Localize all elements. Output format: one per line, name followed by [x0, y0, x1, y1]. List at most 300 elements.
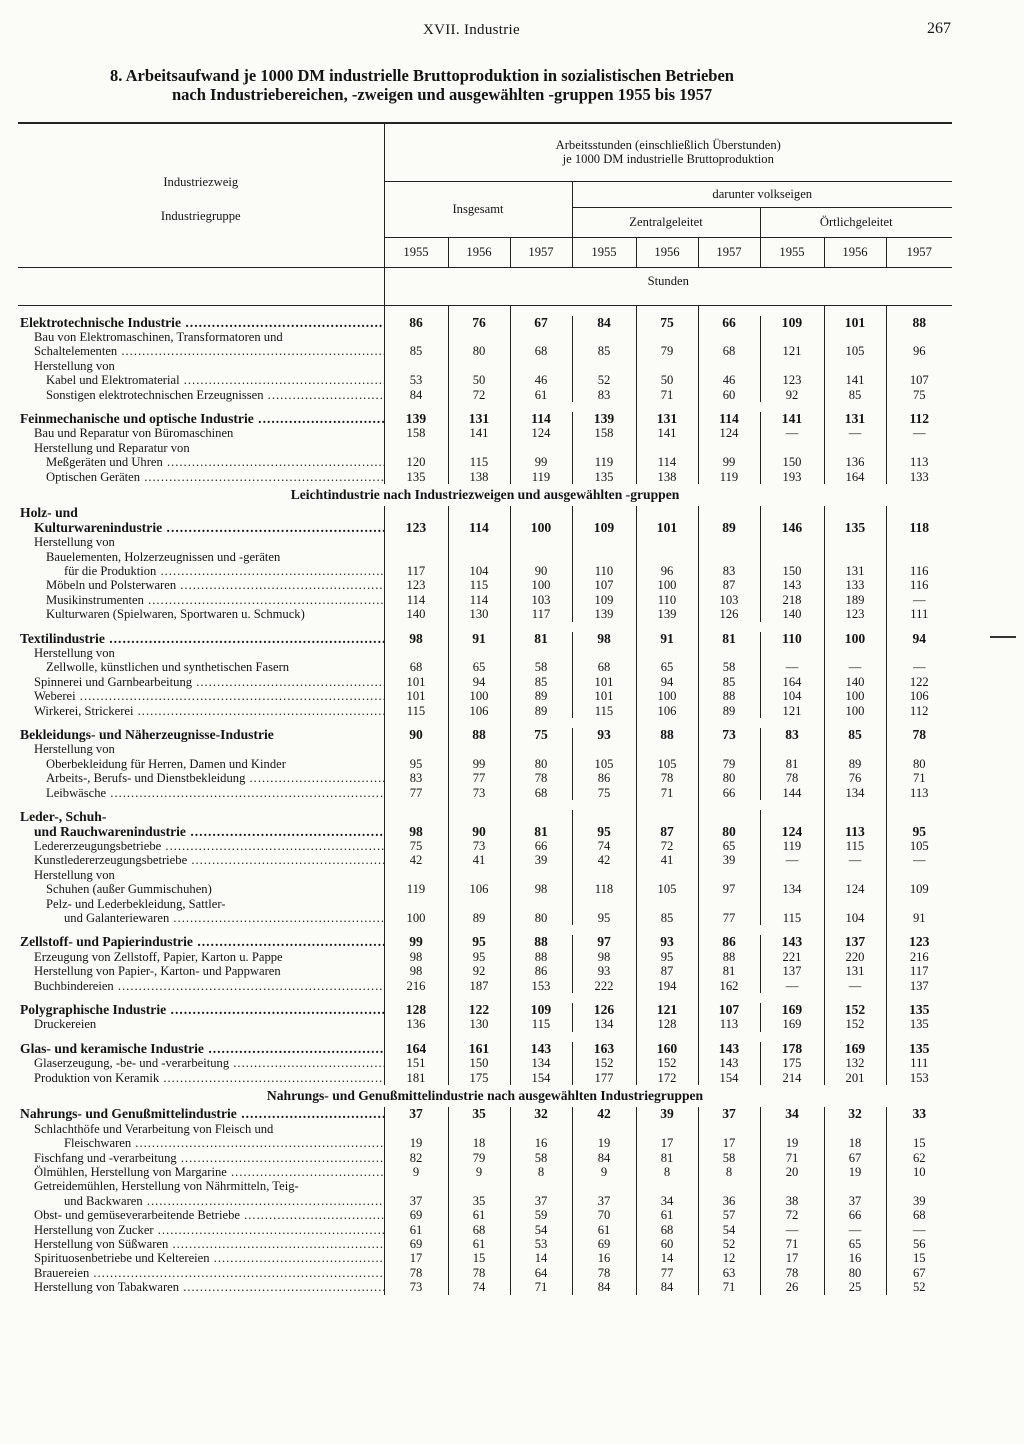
value-cell: 101 [636, 521, 698, 535]
value-cell: 78 [886, 728, 952, 742]
row-label: Sonstigen elektrotechnischen Erzeugnissen ..... [46, 388, 384, 402]
value-cell: 143 [698, 1056, 760, 1070]
value-cell: 71 [760, 1237, 824, 1251]
value-cell [384, 1122, 448, 1136]
value-cell: 105 [824, 344, 886, 358]
row-label: Spirituosenbetriebe und Keltereien ..... [34, 1251, 384, 1265]
of-which-header: darunter volkseigen [572, 181, 952, 207]
value-cell: 66 [698, 316, 760, 330]
value-cell: 135 [886, 1003, 952, 1017]
local-header: Örtlichgeleitet [760, 207, 952, 237]
row-label: Fleischwaren ..... [64, 1136, 384, 1150]
value-cell [824, 1122, 886, 1136]
row-label-cell [18, 964, 384, 978]
value-cell: 120 [406, 455, 426, 470]
value-cell [510, 810, 572, 824]
value-cell: 18 [448, 1136, 510, 1150]
value-cell: — [824, 660, 886, 674]
value-cell [572, 897, 636, 911]
value-cell [886, 441, 952, 455]
value-cell: 92 [448, 964, 510, 978]
row-label-cell [18, 388, 384, 402]
value-cell: 216 [886, 950, 952, 964]
value-cell: 106 [636, 704, 698, 718]
spacer-row [18, 800, 952, 810]
value-cell: 37 [572, 1194, 636, 1208]
value-cell: 50 [448, 373, 510, 387]
value-cell: 218 [760, 593, 824, 607]
spacer-cell [448, 305, 510, 316]
row-label-cell [18, 742, 384, 756]
value-cell: 86 [572, 771, 636, 785]
table-row [18, 550, 952, 564]
value-cell: 117 [510, 607, 572, 621]
value-cell: 93 [572, 728, 636, 742]
value-cell: 131 [824, 412, 886, 426]
section-heading: Leichtindustrie nach Industriezweigen und ausgewählten -gruppen [290, 486, 680, 502]
value-cell: 139 [405, 410, 427, 426]
total-header: Insgesamt [384, 181, 572, 237]
value-cell: 87 [636, 825, 698, 839]
value-cell: 52 [572, 373, 636, 387]
value-cell: 95 [572, 911, 636, 925]
value-cell: 58 [698, 1151, 760, 1165]
value-cell: 83 [760, 728, 824, 742]
row-label-cell [18, 1107, 384, 1121]
value-cell: 131 [636, 412, 698, 426]
row-label: Polygraphische Industrie ..... [20, 1003, 384, 1017]
row-label-cell [18, 1251, 384, 1265]
table-row [18, 853, 952, 867]
value-cell: 98 [409, 630, 423, 646]
page-number: 267 [927, 20, 951, 37]
value-cell [448, 646, 510, 660]
value-cell: 152 [572, 1056, 636, 1070]
value-cell: 124 [760, 825, 824, 839]
value-cell: 164 [760, 675, 824, 689]
value-cell: 105 [636, 882, 698, 896]
table-row [18, 535, 952, 549]
row-label-cell [18, 578, 384, 592]
value-cell: 131 [448, 412, 510, 426]
value-cell: 140 [824, 675, 886, 689]
value-cell: — [824, 1223, 886, 1237]
value-cell: 86 [698, 935, 760, 949]
table-row [18, 373, 952, 387]
row-label-cell [18, 359, 384, 373]
value-cell: 140 [406, 607, 426, 622]
row-label: Textilindustrie ..... [20, 632, 384, 646]
value-cell [824, 550, 886, 564]
value-cell: 72 [448, 388, 510, 402]
row-label-cell [18, 810, 384, 824]
value-cell: 136 [824, 455, 886, 469]
value-cell: 73 [448, 839, 510, 853]
value-cell: 79 [636, 344, 698, 358]
value-cell: 85 [824, 388, 886, 402]
value-cell: 162 [698, 979, 760, 993]
value-cell: 114 [698, 412, 760, 426]
spacer-cell [384, 305, 448, 316]
value-cell: 66 [510, 839, 572, 853]
value-cell: 152 [824, 1003, 886, 1017]
value-cell: 68 [698, 344, 760, 358]
row-label-cell [18, 550, 384, 564]
row-label: Ledererzeugungsbetriebe ..... [34, 839, 384, 853]
value-cell: 121 [760, 344, 824, 358]
value-cell: 19 [572, 1136, 636, 1150]
value-cell: — [760, 1223, 824, 1237]
row-label-cell [18, 412, 384, 426]
row-label-cell [18, 593, 384, 607]
value-cell: 54 [698, 1223, 760, 1237]
value-cell: 36 [698, 1194, 760, 1208]
value-cell: 88 [510, 950, 572, 964]
value-cell [448, 359, 510, 373]
value-cell: 89 [448, 911, 510, 925]
spacer-cell [636, 305, 698, 316]
value-cell [384, 441, 448, 455]
value-cell: 9 [412, 1165, 420, 1180]
spacer-cell [760, 305, 824, 316]
row-label: Spinnerei und Garnbearbeitung ..... [34, 675, 384, 689]
value-cell: 115 [760, 911, 824, 925]
value-cell: 114 [448, 521, 510, 535]
value-cell: 150 [760, 455, 824, 469]
value-cell [510, 897, 572, 911]
value-cell: 130 [448, 607, 510, 621]
value-cell: 67 [510, 316, 572, 330]
row-label: Herstellung von Süßwaren ..... [34, 1237, 384, 1251]
value-cell: 160 [636, 1042, 698, 1056]
value-cell: 138 [636, 470, 698, 484]
row-label: Herstellung von [34, 867, 115, 882]
table-row [18, 979, 952, 993]
value-cell [824, 742, 886, 756]
value-cell: 73 [409, 1280, 423, 1295]
table-row [18, 1237, 952, 1251]
value-cell: 97 [698, 882, 760, 896]
row-label-cell [18, 1208, 384, 1222]
value-cell: 88 [636, 728, 698, 742]
value-cell: 77 [448, 771, 510, 785]
value-cell: 90 [448, 825, 510, 839]
value-cell: 103 [698, 593, 760, 607]
value-cell [636, 897, 698, 911]
value-cell: 99 [448, 757, 510, 771]
value-cell [698, 868, 760, 882]
value-cell [698, 742, 760, 756]
value-cell: 90 [409, 727, 423, 743]
row-label: Oberbekleidung für Herren, Damen und Kinder [46, 756, 286, 771]
value-cell: — [760, 660, 824, 674]
value-cell: 134 [760, 882, 824, 896]
value-cell: 131 [824, 564, 886, 578]
table-row [18, 1266, 952, 1280]
row-label-cell [18, 455, 384, 469]
value-cell: 15 [448, 1251, 510, 1265]
table-row [18, 506, 952, 520]
value-cell [760, 897, 824, 911]
row-label-cell [18, 882, 384, 896]
value-cell [698, 1122, 760, 1136]
table-row [18, 704, 952, 718]
value-cell: 123 [760, 373, 824, 387]
value-cell: 158 [572, 426, 636, 440]
row-label: Herstellung von [34, 742, 115, 757]
value-cell: 104 [824, 911, 886, 925]
value-cell: 98 [409, 949, 423, 964]
row-label-cell [18, 935, 384, 949]
spacer-row [18, 305, 952, 316]
value-cell: 118 [572, 882, 636, 896]
value-cell: 69 [572, 1237, 636, 1251]
value-cell: 133 [824, 578, 886, 592]
value-cell [824, 535, 886, 549]
value-cell: 113 [824, 825, 886, 839]
row-label: Pelz- und Lederbekleidung, Sattler- [46, 896, 226, 911]
value-cell: 169 [760, 1003, 824, 1017]
row-label: Elektrotechnische Industrie ..... [20, 316, 384, 330]
row-label: Erzeugung von Zellstoff, Papier, Karton u. Pappe [34, 949, 283, 964]
value-cell: 79 [698, 757, 760, 771]
value-cell [636, 646, 698, 660]
page-header [0, 18, 1024, 48]
value-cell: 91 [636, 632, 698, 646]
value-cell: 78 [510, 771, 572, 785]
row-label-cell [18, 441, 384, 455]
value-cell [760, 535, 824, 549]
value-cell: 61 [510, 388, 572, 402]
value-cell: 20 [760, 1165, 824, 1179]
row-label: Obst- und gemüseverarbeitende Betriebe ..... [34, 1208, 384, 1222]
value-cell: 141 [448, 426, 510, 440]
value-cell: — [824, 426, 886, 440]
value-cell [448, 330, 510, 344]
spacer-cell [698, 305, 760, 316]
value-cell: 38 [760, 1194, 824, 1208]
value-cell: 175 [448, 1071, 510, 1085]
spacer-cell [18, 1032, 384, 1042]
row-label-cell [18, 1122, 384, 1136]
value-cell: 117 [886, 964, 952, 978]
row-label: Buchbindereien ..... [34, 979, 384, 993]
row-label-cell [18, 757, 384, 771]
value-cell [636, 1179, 698, 1193]
spacer-cell [572, 800, 636, 810]
value-cell: 81 [760, 757, 824, 771]
value-cell: 111 [886, 607, 952, 621]
value-cell: 164 [405, 1040, 427, 1056]
spacer-cell [18, 622, 384, 632]
value-cell [448, 535, 510, 549]
value-cell: 61 [636, 1208, 698, 1222]
table-row [18, 1107, 952, 1121]
row-label-cell [18, 1237, 384, 1251]
value-cell: 25 [824, 1280, 886, 1294]
row-label-cell [18, 689, 384, 703]
measure-header-line-1: Arbeitsstunden (einschließlich Überstunden) [555, 137, 781, 152]
value-cell: 138 [448, 470, 510, 484]
value-cell: 71 [760, 1151, 824, 1165]
value-cell: 14 [636, 1251, 698, 1265]
value-cell: 16 [572, 1251, 636, 1265]
row-label: Musikinstrumenten ..... [46, 593, 384, 607]
value-cell: 95 [886, 825, 952, 839]
spacer-cell [18, 402, 384, 412]
row-label: Wirkerei, Strickerei ..... [34, 704, 384, 718]
value-cell: 181 [406, 1070, 426, 1085]
value-cell [384, 506, 448, 520]
value-cell: 115 [824, 839, 886, 853]
value-cell: 123 [824, 607, 886, 621]
value-cell [384, 897, 448, 911]
value-cell: 39 [886, 1194, 952, 1208]
spacer-cell [18, 718, 384, 728]
value-cell [448, 1179, 510, 1193]
value-cell: 123 [886, 935, 952, 949]
value-cell: 151 [406, 1056, 426, 1071]
table-row [18, 1136, 952, 1150]
value-cell [698, 359, 760, 373]
value-cell: 37 [510, 1194, 572, 1208]
row-label: Kunstledererzeugungsbetriebe ..... [34, 853, 384, 867]
value-cell: 85 [636, 911, 698, 925]
value-cell [510, 1179, 572, 1193]
value-cell: 67 [824, 1151, 886, 1165]
value-cell: 41 [636, 853, 698, 867]
value-cell: 137 [824, 935, 886, 949]
value-cell [886, 1122, 952, 1136]
value-cell [760, 441, 824, 455]
value-cell: 68 [510, 344, 572, 358]
value-cell [824, 441, 886, 455]
value-cell: 98 [572, 950, 636, 964]
table-row [18, 1003, 952, 1017]
value-cell: 88 [698, 689, 760, 703]
table-row [18, 810, 952, 824]
value-cell [636, 810, 698, 824]
row-label: und Galanteriewaren ..... [64, 911, 384, 925]
value-cell: 17 [698, 1136, 760, 1150]
table-row [18, 660, 952, 674]
value-cell: 137 [760, 964, 824, 978]
value-cell: 98 [409, 964, 423, 979]
value-cell [448, 550, 510, 564]
spacer-cell [18, 800, 384, 810]
value-cell [384, 1179, 448, 1193]
value-cell: 53 [510, 1237, 572, 1251]
value-cell: 220 [824, 950, 886, 964]
value-cell: 85 [510, 675, 572, 689]
value-cell [510, 1122, 572, 1136]
value-cell: 163 [572, 1042, 636, 1056]
value-cell: 124 [698, 426, 760, 440]
value-cell: 134 [572, 1017, 636, 1031]
value-cell: 37 [824, 1194, 886, 1208]
value-cell: 37 [409, 1106, 423, 1122]
table-row [18, 728, 952, 742]
row-label-cell [18, 786, 384, 800]
table-title-line-2: nach Industriebereichen, -zweigen und ausgewählten -gruppen 1955 bis 1957 [172, 85, 713, 104]
value-cell: 201 [824, 1071, 886, 1085]
value-cell [760, 810, 824, 824]
value-cell: 32 [510, 1107, 572, 1121]
value-cell: 135 [572, 470, 636, 484]
value-cell: 110 [636, 593, 698, 607]
spacer-cell [18, 925, 384, 935]
value-cell: 83 [698, 564, 760, 578]
value-cell [698, 506, 760, 520]
value-cell: 121 [760, 704, 824, 718]
value-cell: 39 [636, 1107, 698, 1121]
value-cell: 81 [698, 632, 760, 646]
value-cell: — [824, 979, 886, 993]
value-cell: 85 [572, 344, 636, 358]
row-label: Herstellung von [34, 535, 115, 550]
value-cell: 115 [448, 578, 510, 592]
value-cell: 89 [510, 689, 572, 703]
value-cell: 100 [824, 704, 886, 718]
value-cell [886, 330, 952, 344]
value-cell: 75 [636, 316, 698, 330]
value-cell: 33 [886, 1107, 952, 1121]
row-label: Produktion von Keramik ..... [34, 1071, 384, 1085]
value-cell: 116 [886, 564, 952, 578]
value-cell: 100 [510, 521, 572, 535]
value-cell: 152 [824, 1017, 886, 1031]
value-cell: 42 [572, 1107, 636, 1121]
value-cell: 9 [572, 1165, 636, 1179]
value-cell [698, 897, 760, 911]
table-row [18, 470, 952, 484]
value-cell: 84 [636, 1280, 698, 1294]
row-label: und Rauchwarenindustrie ..... [34, 825, 384, 839]
value-cell: 105 [886, 839, 952, 853]
value-cell: 104 [760, 689, 824, 703]
value-cell: 109 [510, 1003, 572, 1017]
spacer-cell [760, 800, 824, 810]
row-label: Kabel und Elektromaterial ..... [46, 373, 384, 387]
value-cell: 114 [510, 412, 572, 426]
row-label-cell [18, 771, 384, 785]
value-cell [572, 810, 636, 824]
value-cell: 53 [409, 373, 423, 388]
table-row [18, 607, 952, 621]
value-cell: 139 [572, 412, 636, 426]
spacer-cell [510, 800, 572, 810]
value-cell: 46 [510, 373, 572, 387]
value-cell: 34 [760, 1107, 824, 1121]
value-cell: 135 [406, 469, 426, 484]
table-row [18, 882, 952, 896]
value-cell: 68 [572, 660, 636, 674]
value-cell: 85 [409, 344, 423, 359]
row-label: Zellstoff- und Papierindustrie ..... [20, 935, 384, 949]
row-label: Ölmühlen, Herstellung von Margarine ..... [34, 1165, 384, 1179]
table-row [18, 521, 952, 535]
value-cell: 193 [760, 470, 824, 484]
table-row [18, 1223, 952, 1237]
table-row [18, 689, 952, 703]
value-cell [510, 535, 572, 549]
table-row [18, 426, 952, 440]
stub-spacer [18, 267, 384, 305]
value-cell: 114 [636, 455, 698, 469]
value-cell: 96 [636, 564, 698, 578]
value-cell: 99 [409, 934, 423, 950]
row-label-cell [18, 330, 384, 344]
